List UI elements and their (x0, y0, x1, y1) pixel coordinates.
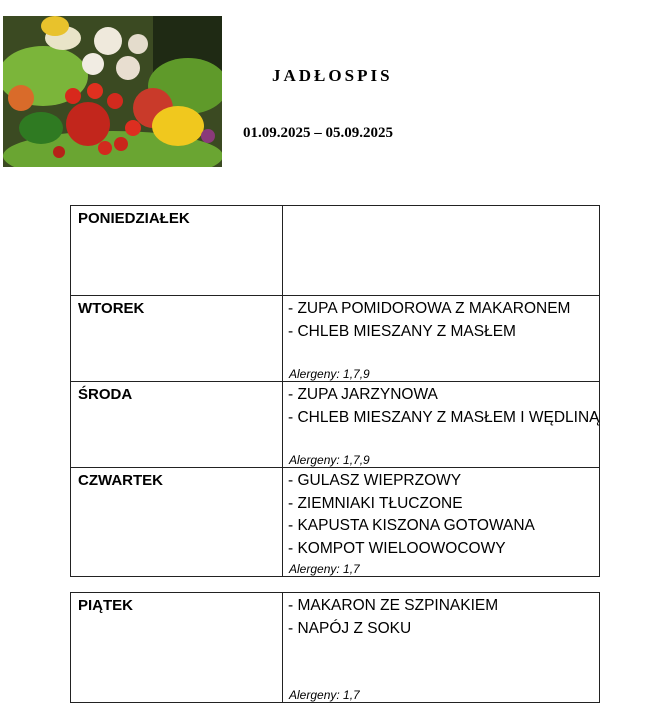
date-range: 01.09.2025 – 05.09.2025 (243, 125, 393, 141)
allergens-note: Alergeny: 1,7,9 (289, 453, 370, 467)
meal-item: - ZIEMNIAKI TŁUCZONE (288, 494, 463, 512)
day-name: PONIEDZIAŁEK (71, 206, 283, 296)
day-name: PIĄTEK (71, 593, 283, 703)
meal-item: - CHLEB MIESZANY Z MASŁEM (288, 322, 516, 340)
day-row-friday (71, 593, 600, 703)
allergens-note: Alergeny: 1,7 (289, 562, 360, 576)
menu-table (70, 205, 600, 577)
meal-item: - KAPUSTA KISZONA GOTOWANA (288, 517, 535, 534)
vegetables-photo (3, 16, 222, 167)
meal-item: - CHLEB MIESZANY Z MASŁEM I WĘDLINĄ (288, 408, 600, 426)
meal-item: - NAPÓJ Z SOKU (288, 619, 412, 637)
meals-cell (283, 593, 600, 703)
meal-item: - ZUPA JARZYNOWA (288, 386, 438, 403)
day-row-thursday (71, 468, 600, 577)
meals-cell (283, 382, 600, 468)
day-row-monday (71, 206, 600, 296)
meal-item: - KOMPOT WIELOOWOCOWY (288, 539, 506, 557)
meal-item: - GULASZ WIEPRZOWY (288, 472, 462, 489)
meal-item: - MAKARON ZE SZPINAKIEM (288, 597, 499, 614)
meal-item: - ZUPA POMIDOROWA Z MAKARONEM (288, 300, 571, 317)
meals-cell (283, 296, 600, 382)
day-name: WTOREK (71, 296, 283, 382)
allergens-note: Alergeny: 1,7 (289, 688, 360, 702)
meals-cell (283, 206, 600, 296)
day-row-wednesday (71, 382, 600, 468)
allergens-note: Alergeny: 1,7,9 (289, 367, 370, 381)
page-title: JADŁOSPIS (272, 66, 393, 85)
meals-cell (283, 468, 600, 577)
menu-table-friday (70, 592, 600, 703)
day-name: CZWARTEK (71, 468, 283, 577)
day-name: ŚRODA (71, 382, 283, 468)
day-row-tuesday (71, 296, 600, 382)
